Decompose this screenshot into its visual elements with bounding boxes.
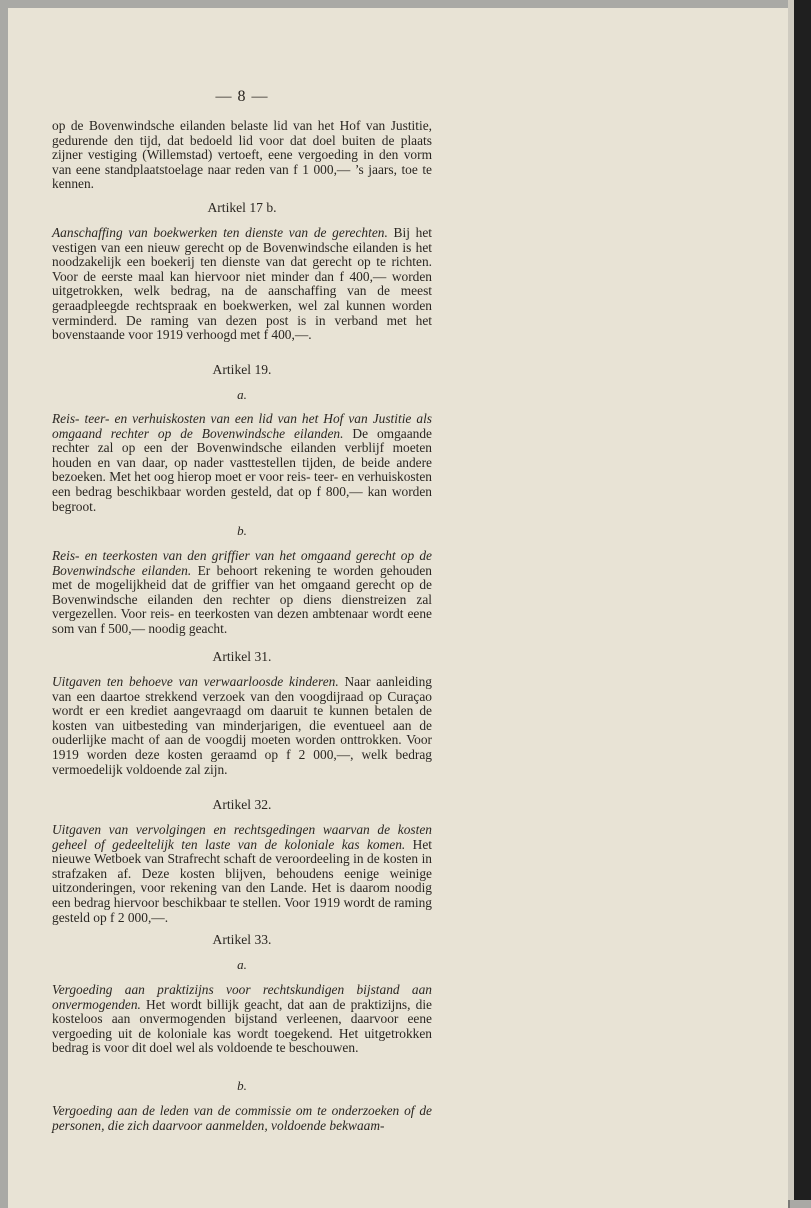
art31-title: Uitgaven ten behoeve van verwaarloosde kinderen. (52, 674, 339, 689)
art19-b-title: Reis- en teerkosten van den griffier van het omgaand gerecht op de Bovenwindsche eilanden. (52, 548, 432, 578)
art19-b-paragraph (52, 549, 432, 637)
art33-a-label: a. (237, 957, 247, 972)
art19-a-paragraph (52, 412, 432, 514)
art32-title: Uitgaven van vervolgingen en rechtsgedingen waarvan de kosten geheel of gedeeltelijk ten laste van de koloniale kas komen. (52, 822, 432, 852)
art19-a-title: Reis- teer- en verhuiskosten van een lid van het Hof van Justitie als omgaand rechter op de Bovenwindsche eilanden. (52, 411, 432, 441)
art19-b-label: b. (237, 523, 247, 538)
art31-paragraph (52, 675, 432, 777)
heading-art32: Artikel 32. (212, 797, 272, 812)
art17b-title: Aanschaffing van boekwerken ten dienste van de gerechten. (52, 225, 388, 240)
art33-b-title: Vergoeding aan de leden van de commissie om te onderzoeken of de personen, die zich daarvoor aanmelden, voldoende bekwaam- (52, 1103, 432, 1133)
art32-body: Het nieuwe Wetboek van Strafrecht schaft de veroordeeling in de kosten in strafzaken af. Deze kosten blijven, behoudens eenige weinige uitzonderingen, voor rekening van den Lande. Het is daarom noodig een bedrag hiervoor beschikbaar te stellen. Voor 1919 wordt de raming gesteld op f 2 000,—. (52, 836, 432, 925)
page-number: — 8 — (215, 88, 269, 105)
heading-art17b: Artikel 17 b. (207, 200, 277, 215)
art33-b-label: b. (237, 1078, 247, 1093)
heading-art31: Artikel 31. (212, 649, 272, 664)
art17b-body: Bij het vestigen van een nieuw gerecht op de Bovenwindsche eilanden is het noodzakelijk een boekerij ten dienste van dat gerecht op te richten. Voor de eerste maal kan hiervoor niet minder dan f 400,— worden uitgetrokken, welk bedrag, na de aanschaffing van de meest geraadpleegde rechtspraak en boekwerken, wel zal kunnen worden verminderd. De raming van dezen post is in verband met het bovenstaande voor 1919 verhoogd met f 400,—. (52, 225, 432, 343)
art32-paragraph (52, 823, 432, 925)
scan-border (794, 0, 811, 1200)
intro-paragraph (52, 119, 432, 192)
art31-body: Naar aanleiding van een daartoe strekkend verzoek van den voogdijraad op Curaçao wordt er een krediet aangevraagd om daaruit te kunnen betalen de kosten van uitbesteding van minderjarigen, die eventueel aan de ouderlijke macht of aan de voogdij moeten worden onttrokken. Voor 1919 worden deze kosten geraamd op f 2 000,—, welk bedrag vermoedelijk voldoende zal zijn. (52, 674, 432, 777)
heading-art33: Artikel 33. (212, 932, 272, 947)
intro-text: op de Bovenwindsche eilanden belaste lid van het Hof van Justitie, gedurende den tijd, dat bedoeld lid voor dat doel buiten de plaats zijner vestiging (Willemstad) vertoeft, eene vergoeding in den vorm van eene standplaatstoelage naar reden van f 1 000,— ’s jaars, toe te kennen. (52, 118, 432, 192)
heading-art19: Artikel 19. (212, 362, 272, 377)
art33-a-paragraph (52, 983, 432, 1056)
art19-a-label: a. (237, 387, 247, 402)
art33-b-paragraph (52, 1104, 432, 1133)
art33-a-title: Vergoeding aan praktizijns voor rechtskundigen bijstand aan onvermogenden. (52, 982, 432, 1012)
art17b-paragraph (52, 226, 432, 343)
art19-a-body: De omgaande rechter zal op een der Bovenwindsche eilanden verblijf moeten houden en van daar, op nader vasttestellen tijden, de beide andere bezoeken. Met het oog hierop moet er voor reis- teer- en verhuiskosten een bedrag beschikbaar worden gesteld, dat op f 800,— kan worden begroot. (52, 425, 432, 514)
art33-a-body: Het wordt billijk geacht, dat aan de praktizijns, die kosteloos aan onvermogenden bijstand verleenen, daarvoor eene vergoeding uit de koloniale kas wordt toegekend. Het uitgetrokken bedrag is voor dit doel wel als voldoende te beschouwen. (52, 996, 432, 1056)
art19-b-body: Er behoort rekening te worden gehouden met de mogelijkheid dat de griffier van het omgaand gerecht op de Bovenwindsche eilanden den rechter op diens dienstreizen zal vergezellen. Voor reis- en teerkosten van dezen ambtenaar wordt eene som van f 500,— noodig geacht. (52, 562, 433, 636)
